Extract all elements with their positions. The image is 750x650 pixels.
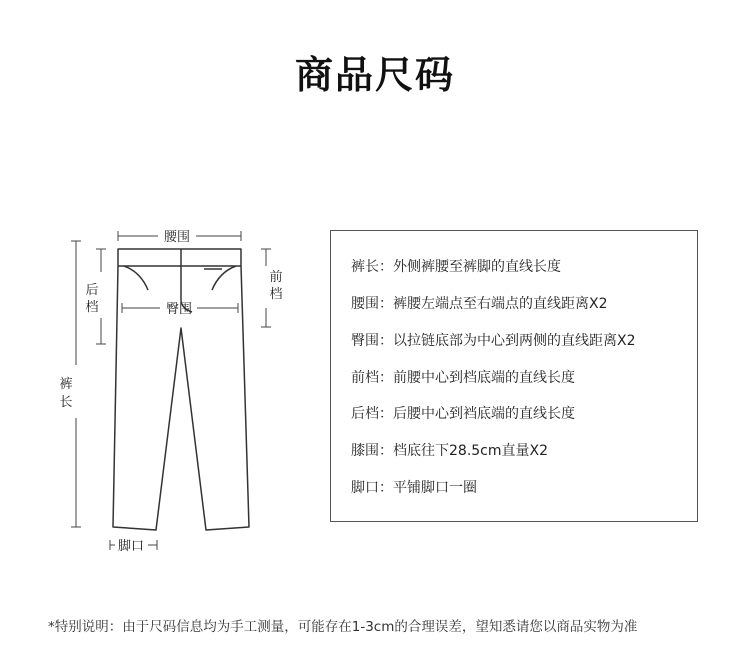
measurement-legend (330, 230, 698, 522)
pants-length-label-2: 长 (59, 395, 73, 410)
pants-diagram (0, 0, 330, 600)
back-rise-label-1: 后 (85, 283, 99, 298)
leg-opening-label: 脚口 (117, 539, 145, 554)
legend-item-leg-opening: 脚口：平铺脚口一圈 (351, 480, 477, 496)
front-rise-label-2: 档 (269, 287, 283, 302)
legend-item-knee: 膝围：档底往下28.5cm直量X2 (351, 443, 549, 459)
front-rise-label-1: 前 (269, 270, 283, 285)
back-rise-label-2: 档 (85, 300, 99, 315)
disclaimer-note: *特别说明：由于尺码信息均为手工测量，可能存在1-3cm的合理误差，望知悉请您以商品实物为准 (48, 619, 638, 635)
legend-item-back-rise: 后档：后腰中心到裆底端的直线长度 (351, 406, 575, 422)
waist-label: 腰围 (163, 230, 191, 245)
legend-item-hip: 臀围：以拉链底部为中心到两侧的直线距离X2 (351, 333, 636, 349)
legend-item-waist: 腰围：裤腰左端点至右端点的直线距离X2 (351, 296, 608, 312)
hip-label: 臀围 (165, 302, 193, 317)
page-title: 商品尺码 (294, 53, 455, 97)
legend-item-front-rise: 前档：前腰中心到档底端的直线长度 (351, 370, 575, 386)
legend-item-pants-length: 裤长：外侧裤腰至裤脚的直线长度 (351, 259, 561, 275)
pants-length-label-1: 裤 (59, 377, 73, 392)
pocket-left (124, 266, 148, 290)
